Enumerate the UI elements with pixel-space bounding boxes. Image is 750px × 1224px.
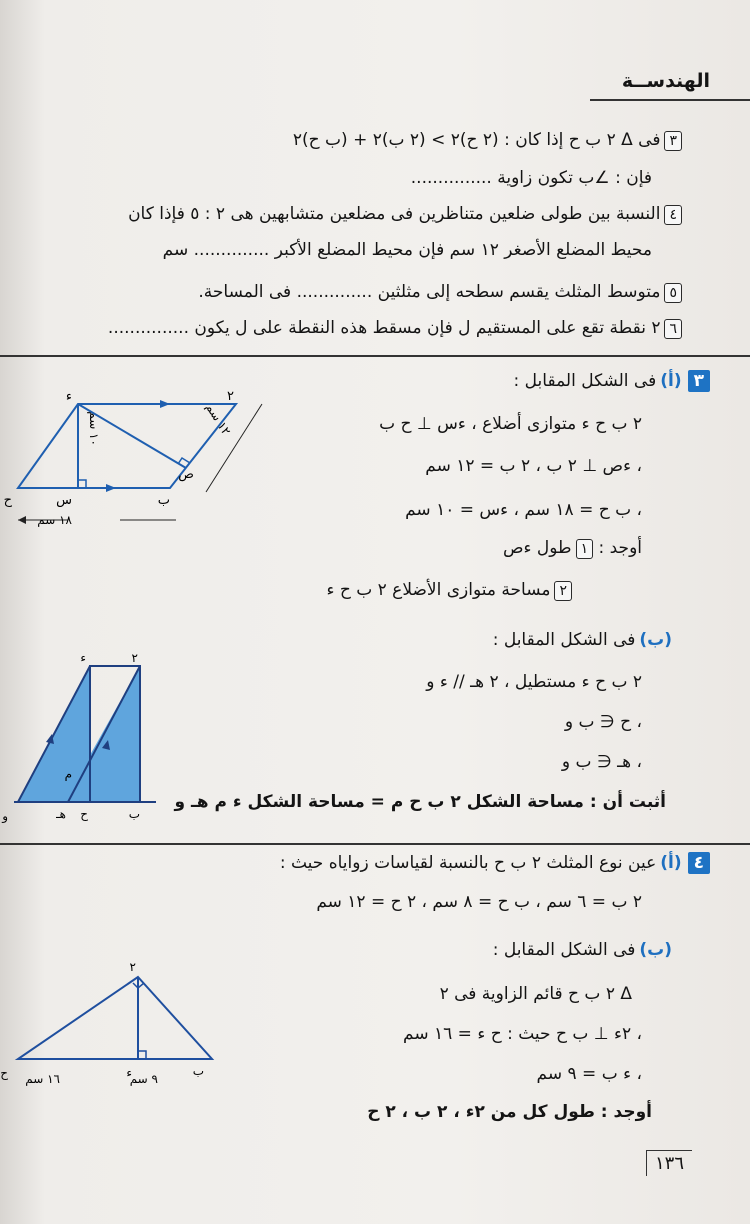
item-4-number: ٤	[664, 205, 682, 225]
q3-a-find2-text: مساحة متوازى الأضلاع ٢ ب ح ء	[326, 580, 551, 600]
q4-a-heading	[280, 852, 710, 874]
q3-b-label: (ب)	[639, 630, 672, 650]
q4-a-values: ٢ ب = ٦ سم ، ب ح = ٨ سم ، ٢ ح = ١٢ سم	[316, 892, 642, 912]
label-d: ء	[126, 1066, 132, 1080]
q4-b-intro: فى الشكل المقابل :	[492, 940, 636, 960]
page-number: ١٣٦	[646, 1150, 692, 1176]
q3-a-find1-number: ١	[576, 539, 594, 559]
item-3	[293, 130, 682, 151]
q4-b-label: (ب)	[639, 940, 672, 960]
label-m: م	[64, 767, 72, 781]
label-c: ح	[80, 807, 88, 821]
q4-a-text: عين نوع المثلث ٢ ب ح بالنسبة لقياسات زواياه حيث :	[279, 853, 657, 873]
q3-a-find	[503, 538, 642, 559]
q3-b-figure	[2, 651, 206, 827]
q4-number: ٤	[688, 852, 710, 874]
label-d: ء	[80, 651, 86, 665]
label-d: ء	[65, 389, 72, 404]
q3-a-find2	[326, 580, 572, 601]
item-5-text: متوسط المثلث يقسم سطحه إلى مثلثين .............. فى المساحة.	[198, 282, 661, 302]
q3-b-line-3: ، هـ ∈ ب و	[561, 752, 642, 772]
label-c: ح	[0, 1066, 8, 1080]
arrow-bottom	[106, 484, 116, 492]
label-bc: ١٨ سم	[37, 513, 72, 527]
q3-a-find-label: أوجد :	[598, 538, 642, 558]
label-a: ٢	[131, 651, 138, 665]
q3-b-intro: فى الشكل المقابل :	[492, 630, 636, 650]
label-ab: ١٢ سم	[203, 400, 234, 438]
label-a: ٢	[129, 960, 136, 974]
q3-b-prove: أثبت أن : مساحة الشكل ٢ ب ح م = مساحة الشكل ء م هـ و	[174, 792, 666, 812]
label-a: ٢	[227, 389, 234, 404]
divider-1	[0, 355, 750, 357]
q3-b-line-2: ، ح ∈ ب و	[564, 712, 642, 732]
q4-b-find: أوجد : طول كل من ٢ء ، ٢ ب ، ٢ ح	[367, 1102, 652, 1122]
item-5-number: ٥	[664, 283, 682, 303]
header-rule	[590, 99, 750, 101]
label-s: س	[56, 493, 72, 508]
right-angle-d	[138, 1051, 146, 1059]
q4-b-line-2: ، ٢ء ⊥ ب ح حيث : ح ء = ١٦ سم	[403, 1024, 642, 1044]
triangle-abc	[18, 977, 212, 1059]
divider-2	[0, 843, 750, 845]
arrow-top	[160, 400, 170, 408]
item-3-text: فى Δ ٢ ب ح إذا كان : (٢ ح)٢ > (٢ ب)٢ + (ب ح)٢	[292, 130, 661, 150]
parallelogram-outline	[18, 404, 236, 488]
q3-b-line-1: ٢ ب ح ء مستطيل ، ٢ هـ // ء و	[426, 672, 642, 692]
q4-b-line-1: Δ ٢ ب ح قائم الزاوية فى ٢	[439, 984, 632, 1004]
item-6	[108, 318, 682, 339]
item-4-text: النسبة بين طولى ضلعين متناظرين فى مضلعين متشابهين هى ٢ : ٥ فإذا كان	[128, 204, 661, 224]
dim-bc-arrow-left	[18, 516, 26, 524]
label-ds: ١٠ سم	[87, 411, 101, 446]
item-6-text: ٢ نقطة تقع على المستقيم ل فإن مسقط هذه النقطة على ل يكون ...............	[107, 318, 661, 338]
q3-b-heading	[493, 630, 672, 650]
q3-a-line-1: ٢ ب ح ء متوازى أضلاع ، ءس ⊥ ح ب	[379, 414, 642, 434]
right-angle-s	[78, 480, 86, 488]
label-h: هـ	[56, 807, 66, 821]
right-angle-p	[178, 458, 190, 464]
q3-a-line-3: ، ب ح = ١٨ سم ، ءس = ١٠ سم	[405, 500, 642, 520]
q3-a-find1: طول ءص	[502, 538, 572, 558]
label-w: و	[2, 809, 8, 823]
q3-a-intro: فى الشكل المقابل :	[513, 371, 657, 391]
q3-a-line-2: ، ءص ⊥ ٢ ب ، ٢ ب = ١٢ سم	[425, 456, 642, 476]
page-header-title: الهندســة	[621, 70, 710, 92]
q4-b-line-3: ، ء ب = ٩ سم	[536, 1064, 642, 1084]
label-db: ٩ سم	[129, 1072, 158, 1086]
item-5	[198, 282, 682, 303]
q3-a-heading	[514, 370, 710, 392]
label-b: ب	[157, 493, 170, 508]
label-b: ب	[128, 807, 140, 821]
label-c: ح	[3, 493, 12, 508]
q3-a-figure	[3, 388, 280, 538]
label-cd: ١٦ سم	[25, 1072, 60, 1086]
item-3-number: ٣	[664, 131, 682, 151]
q4-b-figure	[0, 955, 229, 1105]
item-4-cont: محيط المضلع الأصغر ١٢ سم فإن محيط المضلع الأكبر .............. سم	[162, 240, 652, 260]
q3-a-label: (أ)	[660, 371, 682, 391]
label-b: ب	[192, 1064, 204, 1078]
q3-number: ٣	[688, 370, 710, 392]
item-6-number: ٦	[664, 319, 682, 339]
q4-b-heading	[493, 940, 672, 960]
label-p: ص	[178, 467, 194, 482]
item-4	[128, 204, 682, 225]
q3-a-find2-number: ٢	[554, 581, 572, 601]
item-3-cont: فإن : ∠ب تكون زاوية ...............	[410, 168, 652, 188]
q4-a-label: (أ)	[660, 853, 682, 873]
